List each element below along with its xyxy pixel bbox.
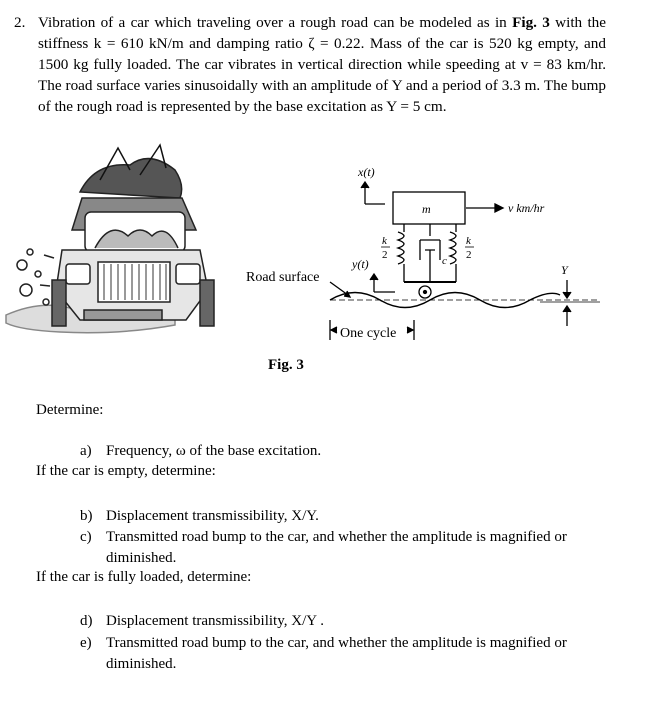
- item-b-text: Displacement transmissibility, X/Y.: [106, 508, 319, 524]
- item-c-text: Transmitted road bump to the car, and whether the amplitude is magnified or diminished.: [106, 529, 567, 566]
- left-spring: [398, 224, 404, 282]
- item-c-label: c): [80, 529, 92, 545]
- label-k-right-den: 2: [466, 249, 472, 261]
- figure-3: [0, 140, 647, 400]
- road-surface-curve: [330, 293, 560, 308]
- label-xt: x(t): [358, 165, 375, 179]
- item-d: [80, 611, 600, 632]
- label-amplitude: Y: [561, 263, 568, 277]
- condition-full: If the car is fully loaded, determine:: [36, 569, 252, 585]
- label-k-left-num: k: [382, 235, 387, 247]
- problem-text-part2: with the stiffness k = 610 kN/m and damping ratio ζ = 0.22. Mass of the car is 520 kg empty, and 1500 kg fully loaded. The car vibrates in vertical direction while speeding at v = 83 km/hr. The road surface varies sinusoidally with an amplitude of Y and a period of 3.3 m. The bump of the rough road is represented by the base excitation as Y = 5 cm.: [38, 14, 607, 115]
- car-illustration: [6, 145, 214, 333]
- item-a-label: a): [80, 443, 92, 459]
- item-a-text: Frequency, ω of the base excitation.: [106, 443, 322, 459]
- item-e-text: Transmitted road bump to the car, and whether the amplitude is magnified or diminished.: [106, 635, 567, 672]
- road-surface-pointer: [330, 282, 348, 295]
- item-b: [80, 506, 600, 527]
- figure-reference: Fig. 3: [512, 14, 550, 31]
- figure-drawing: [0, 140, 647, 400]
- label-speed: v km/hr: [508, 201, 545, 215]
- right-spring: [450, 224, 456, 282]
- label-k-left-den: 2: [382, 249, 388, 261]
- label-road-surface: Road surface: [246, 270, 320, 285]
- problem-number: 2.: [14, 14, 26, 31]
- schematic: [330, 182, 600, 340]
- item-b-label: b): [80, 508, 93, 524]
- item-d-text: Displacement transmissibility, X/Y .: [106, 613, 325, 629]
- figure-caption: Fig. 3: [268, 357, 304, 373]
- condition-empty: If the car is empty, determine:: [36, 463, 216, 479]
- problem-text-part1: Vibration of a car which traveling over a rough road can be modeled as in: [38, 14, 513, 31]
- label-yt: y(t): [352, 257, 369, 271]
- label-k-right-num: k: [466, 235, 471, 247]
- label-mass: m: [422, 202, 431, 216]
- item-e: [80, 633, 600, 675]
- item-d-label: d): [80, 613, 93, 629]
- label-damper: c: [442, 255, 447, 267]
- item-c: [80, 527, 600, 569]
- item-e-label: e): [80, 635, 92, 651]
- problem-text: [38, 12, 606, 117]
- determine-heading: Determine:: [36, 402, 104, 418]
- item-a: [80, 441, 600, 462]
- label-one-cycle: One cycle: [340, 326, 397, 341]
- damper: [420, 224, 440, 282]
